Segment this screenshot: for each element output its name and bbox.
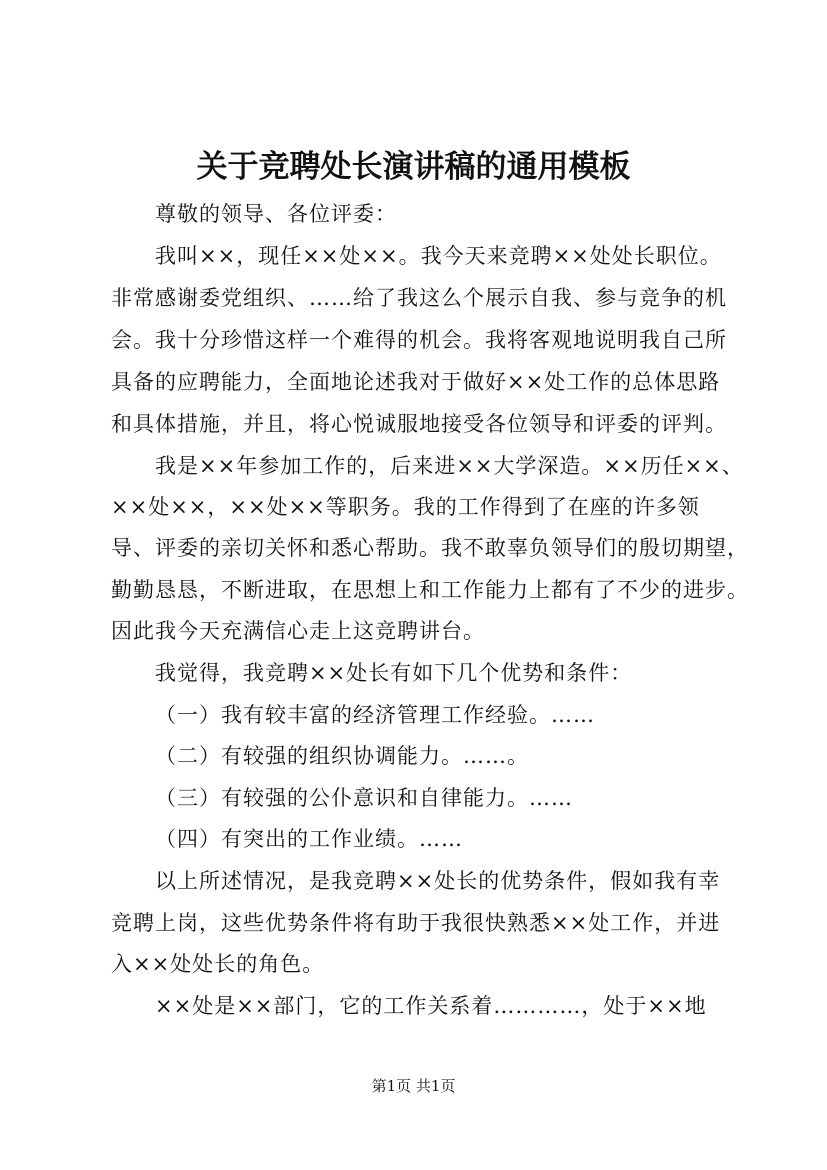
body-line: 竞聘上岗，这些优势条件将有助于我很快熟悉××处工作，并进 [111, 911, 721, 935]
body-line: 入××处处长的角色。 [111, 952, 325, 976]
document-title: 关于竞聘处长演讲稿的通用模板 [196, 149, 631, 185]
body-line: 会。我十分珍惜这样一个难得的机会。我将客观地说明我自己所 [111, 328, 727, 352]
salutation-line: 尊敬的领导、各位评委： [155, 202, 397, 226]
body-line: ××处××，××处××等职务。我的工作得到了在座的许多领 [111, 495, 700, 519]
page-footer: 第1页 共1页 [371, 1077, 456, 1095]
body-line: 勤勤恳恳，不断进取，在思想上和工作能力上都有了不少的进步。 [111, 578, 749, 602]
body-line: ××处是××部门，它的工作关系着…………，处于××地 [155, 994, 707, 1018]
body-line: 具备的应聘能力，全面地论述我对于做好××处工作的总体思路 [111, 370, 721, 394]
body-line: 我觉得，我竞聘××处长有如下几个优势和条件： [155, 661, 633, 685]
list-item: （二）有较强的组织协调能力。……。 [155, 744, 529, 768]
list-item: （四）有突出的工作业绩。…… [155, 827, 463, 851]
body-line: 非常感谢委党组织、……给了我这么个展示自我、参与竞争的机 [111, 286, 727, 310]
body-line: 和具体措施，并且，将心悦诚服地接受各位领导和评委的评判。 [111, 412, 727, 436]
list-item: （一）我有较丰富的经济管理工作经验。…… [155, 703, 595, 727]
list-item: （三）有较强的公仆意识和自律能力。…… [155, 786, 573, 810]
body-line: 我叫××，现任××处××。我今天来竞聘××处处长职位。 [155, 244, 722, 268]
body-line: 我是××年参加工作的，后来进××大学深造。××历任××、 [155, 454, 744, 478]
body-line: 以上所述情况，是我竞聘××处长的优势条件，假如我有幸 [155, 869, 721, 893]
body-line: 因此我今天充满信心走上这竞聘讲台。 [111, 619, 485, 643]
body-line: 导、评委的亲切关怀和悉心帮助。我不敢辜负领导们的殷切期望， [111, 536, 749, 560]
